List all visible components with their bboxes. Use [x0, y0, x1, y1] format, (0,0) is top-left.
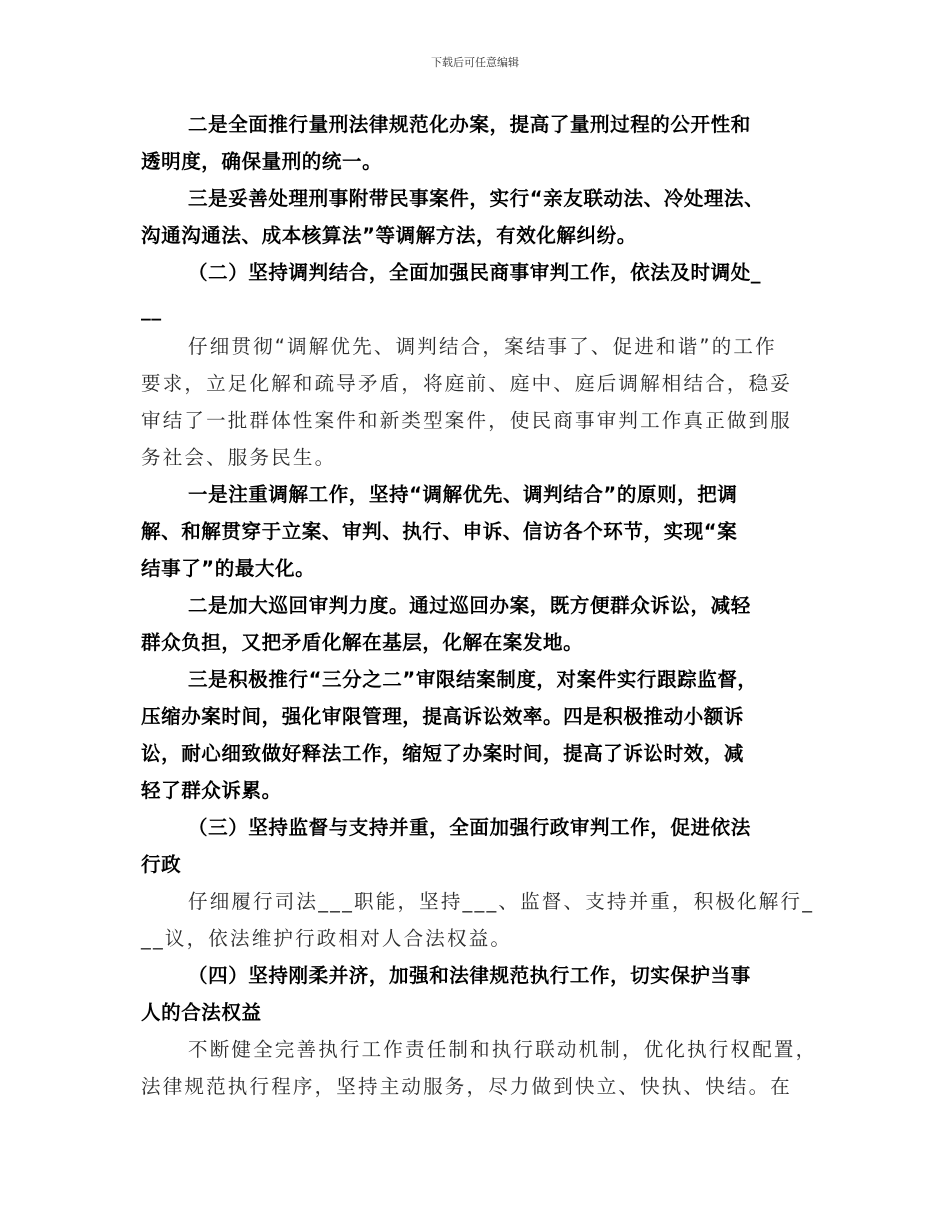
text-line: 务社会、服务民生。 — [141, 446, 337, 469]
text-line: 三是妥善处理刑事附带民事案件，实行“亲友联动法、冷处理法、 — [188, 187, 765, 210]
section-heading: （四）坚持刚柔并济，加强和法律规范执行工作，切实保护当事 — [188, 964, 751, 987]
section-heading: （二）坚持调判结合，全面加强民商事审判工作，依法及时调处_ — [188, 261, 762, 284]
text-line: 审结了一批群体性案件和新类型案件，使民商事审判工作真正做到服 — [141, 409, 793, 432]
text-line: 二是全面推行量刑法律规范化办案，提高了量刑过程的公开性和 — [188, 113, 751, 136]
page-header: 下载后可任意编辑 — [431, 56, 519, 69]
text-line: 压缩办案时间，强化审限管理，提高诉讼效率。四是积极推动小额诉 — [141, 705, 745, 728]
document-body — [141, 106, 821, 1105]
text-line: __议，依法维护行政相对人合法权益。 — [141, 927, 513, 950]
text-line: 不断健全完善执行工作责任制和执行联动机制，优化执行权配置， — [188, 1038, 818, 1061]
text-line: 仔细履行司法___职能，坚持___、监督、支持并重，积极化解行_ — [188, 890, 815, 913]
text-line: 群众负担，又把矛盾化解在基层，化解在案发地。 — [141, 631, 584, 654]
section-heading-continued: 行政 — [141, 853, 182, 876]
section-heading-continued: __ — [141, 298, 162, 321]
text-line: 二是加大巡回审判力度。通过巡回办案，既方便群众诉讼，减轻 — [188, 594, 751, 617]
text-line: 一是注重调解工作，坚持“调解优先、调判结合”的原则，把调 — [188, 483, 738, 506]
text-line: 法律规范执行程序，坚持主动服务，尽力做到快立、快执、快结。在 — [141, 1075, 793, 1098]
text-line: 解、和解贯穿于立案、审判、执行、申诉、信访各个环节，实现“案 — [141, 520, 738, 543]
text-line: 沟通沟通法、成本核算法”等调解方法，有效化解纠纷。 — [141, 224, 637, 247]
text-line: 轻了群众诉累。 — [141, 779, 282, 802]
section-heading-continued: 人的合法权益 — [141, 1001, 262, 1024]
text-line: 仔细贯彻“调解优先、调判结合，案结事了、促进和谐”的工作 — [188, 335, 777, 358]
text-line: 透明度，确保量刑的统一。 — [141, 150, 383, 173]
text-line: 结事了”的最大化。 — [141, 557, 316, 580]
section-heading: （三）坚持监督与支持并重，全面加强行政审判工作，促进依法 — [188, 816, 751, 839]
text-line: 三是积极推行“三分之二”审限结案制度，对案件实行跟踪监督， — [188, 668, 758, 691]
text-line: 讼，耐心细致做好释法工作，缩短了办案时间，提高了诉讼时效，减 — [141, 742, 745, 765]
text-line: 要求，立足化解和疏导矛盾，将庭前、庭中、庭后调解相结合，稳妥 — [141, 372, 793, 395]
